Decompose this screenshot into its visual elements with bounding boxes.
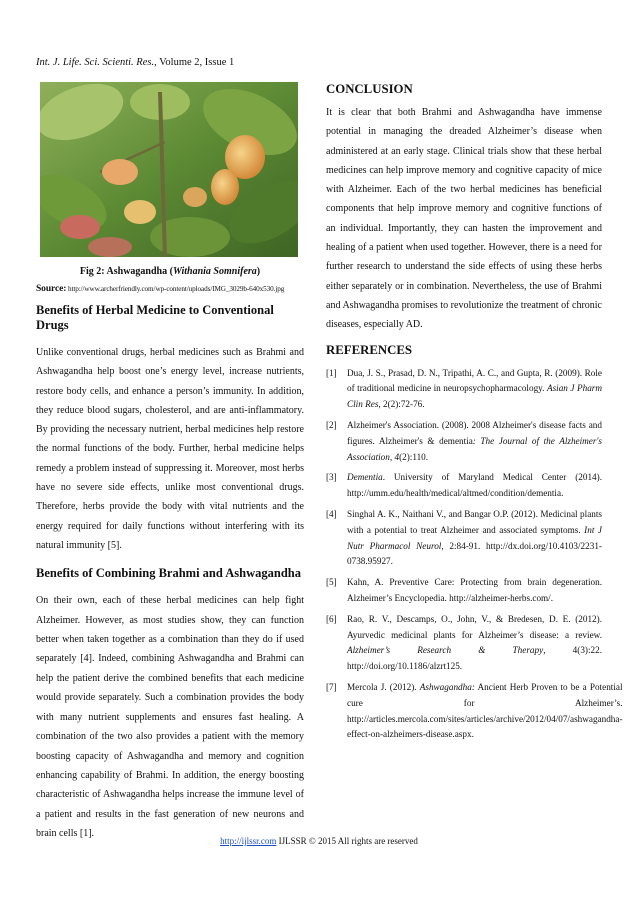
reference-list	[326, 366, 623, 744]
reference-item	[326, 418, 602, 465]
left-column	[36, 82, 304, 844]
footer-copyright: IJLSSR © 2015 All rights are reserved	[276, 836, 418, 846]
reference-item	[326, 470, 602, 502]
conclusion-paragraph: It is clear that both Brahmi and Ashwagandha have immense potential in managing the dreaded Alzheimer’s disease when administered at an early stage. Clinical trials show that these herbal medicines can help improve memory and cognitive capacity of mice with Alzheimer. Each of the two herbal medicines has beneficial components that help improve memory and cognitive functions of an individual. Importantly, they can hasten the improvement and healing of a patient when used together. However, there is a need for further research to understand the side effects of using these herbs either separately or in combination. Nevertheless, the use of Brahmi and Ashwagandha promises to revolutionize the treatment of chronic diseases, especially AD.	[326, 107, 602, 331]
section-heading-combining: Benefits of Combining Brahmi and Ashwagandha	[36, 566, 301, 581]
footer-link[interactable]: http://ijlssr.com	[220, 836, 277, 846]
reference-item	[326, 366, 602, 413]
source-label: Source:	[36, 284, 67, 294]
section-heading-benefits: Benefits of Herbal Medicine to Conventional Drugs	[36, 303, 274, 332]
reference-text: Rao, R. V., Descamps, O., John, V., & Bredesen, D. E. (2012). Ayurvedic medicinal plants for Alzheimer’s disease: a review. Alzheimer’s Research & Therapy, 4(3):22. http://doi.org/10.1186/alzrt125.	[347, 613, 603, 672]
paragraph-benefits: Unlike conventional drugs, herbal medicines such as Brahmi and Ashwagandha help boost one’s energy level, increase nutrients, restore body cells, and enhance a person’s immunity. In addition, they reduce blood sugars, cholesterol, and are anti-inflammatory. By providing the necessary nutrient, herbal medicines help restore the normal functions of the body. Further, herbal medicine helps remedy a problem instead of suppressing it. Moreover, most herbs have no severe side effects, unlike most conventional drugs. Therefore, herbs provide the body with vital nutrients and the energy required for daily functions without interfering with its natural immunity [5].	[36, 347, 304, 551]
reference-number: [2]	[326, 419, 337, 430]
journal-volume: Volume 2, Issue 1	[156, 57, 235, 68]
caption-prefix: Fig 2: Ashwagandha (	[79, 266, 173, 277]
reference-number: [3]	[326, 472, 337, 483]
reference-text: Alzheimer's Association. (2008). 2008 Alzheimer's disease facts and figures. Alzheimer's & dementia: The Journal of the Alzheimer's Association, 4(2):110.	[347, 419, 602, 462]
reference-number: [6]	[326, 613, 337, 624]
reference-text: Dua, J. S., Prasad, D. N., Tripathi, A. C., and Gupta, R. (2009). Role of traditional medicine in neuropsychopharmacology. Asian J Pharm Clin Res, 2(2):72-76.	[347, 367, 602, 410]
ashwagandha-photo	[40, 82, 298, 257]
journal-name: Int. J. Life. Sci. Scienti. Res.,	[36, 57, 157, 68]
reference-text: Kahn, A. Preventive Care: Protecting from brain degeneration. Alzheimer’s Encyclopedia. http://alzheimer-herbs.com/.	[347, 577, 602, 603]
page-footer	[0, 836, 638, 846]
caption-suffix: )	[256, 266, 261, 277]
caption-species: Withania Somnifera	[172, 266, 257, 277]
right-column	[326, 82, 623, 748]
source-url: http://www.archerfriendly.com/wp-content/uploads/IMG_3029b-640x530.jpg	[66, 285, 285, 293]
reference-text: Dementia. University of Maryland Medical Center (2014). http://umm.edu/health/medical/altmed/condition/dementia.	[347, 472, 602, 499]
references-heading: REFERENCES	[326, 342, 413, 357]
reference-item	[326, 507, 602, 570]
reference-number: [4]	[326, 508, 337, 519]
reference-number: [5]	[326, 577, 337, 588]
reference-number: [7]	[326, 681, 337, 692]
running-header	[36, 57, 234, 68]
reference-text: Mercola J. (2012). Ashwagandha: Ancient Herb Proven to be a Potential cure for Alzheimer’s. http://articles.mercola.com/sites/articles/archive/2012/04/07/ashwagandha-effect-on-alzheimers-disease.aspx.	[347, 681, 623, 740]
reference-item	[326, 575, 602, 607]
figure-caption	[36, 266, 304, 277]
figure-source	[36, 284, 304, 294]
reference-number: [1]	[326, 367, 337, 378]
paragraph-combining: On their own, each of these herbal medicines can help fight Alzheimer. However, as most studies show, they can function better when taken together as a combination than they do if used separately [4]. Indeed, combining Ashwagandha and Brahmi can help the patient derive the combined benefits that each medicine would provide separately. Such a combination provides the body with many nutrient supplements and ensures fast healing. A combination of the two also provides a patient with the memory boosting capacity of Ashwagandha and memory and cognition enhancing capability of Brahmi. In addition, the energy boosting characteristic of Ashwagandha helps increase the immune level of a patient and results in the fast generation of new neurons and brain cells [1].	[36, 595, 304, 840]
reference-text: Singhal A. K., Naithani V., and Bangar O.P. (2012). Medicinal plants with a potential to treat Alzheimer and associated symptoms. Int J Nutr Pharmacol Neurol, 2:84-91. http://dx.doi.org/10.4103/2231-0738.95927.	[347, 508, 602, 567]
reference-item	[326, 680, 623, 743]
conclusion-heading: CONCLUSION	[326, 82, 413, 96]
reference-item	[326, 612, 602, 675]
